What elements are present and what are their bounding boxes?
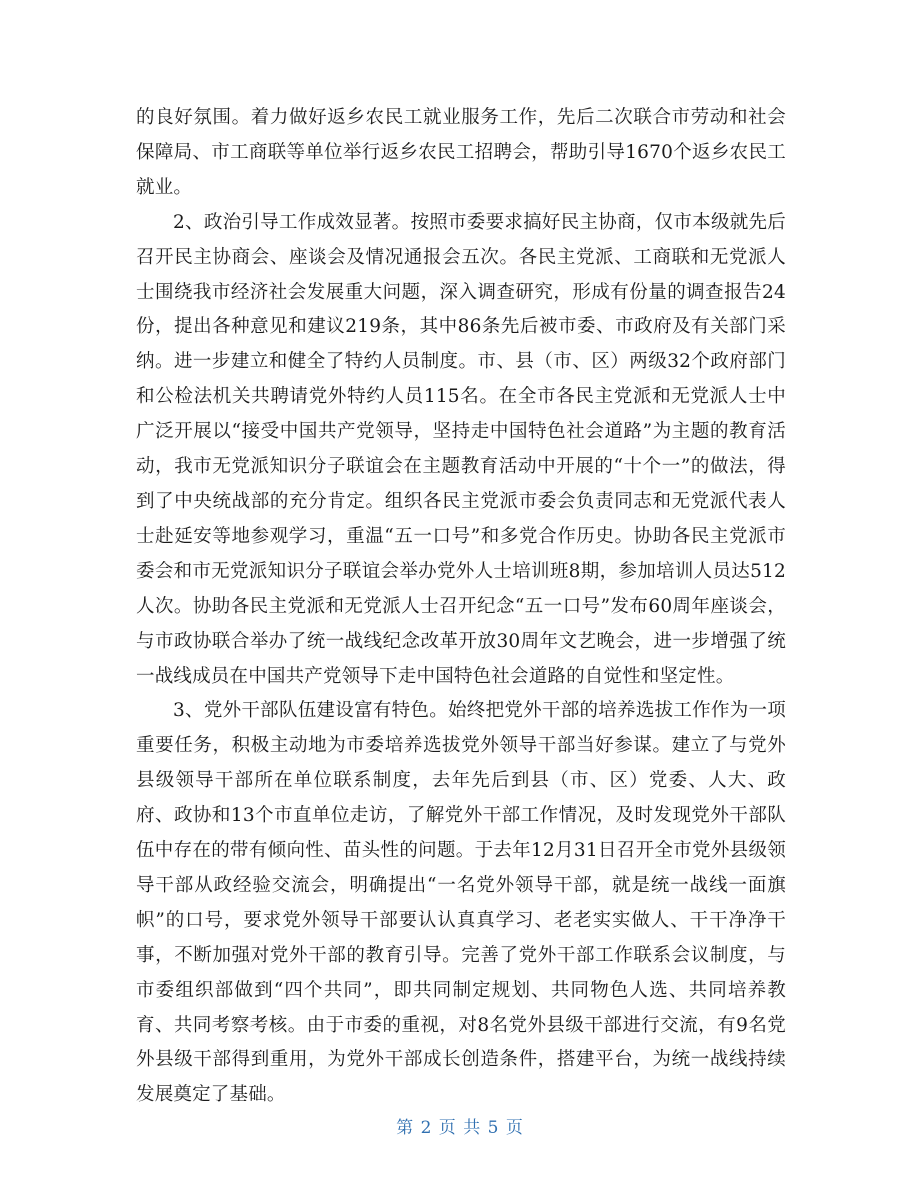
- page-number-footer: 第 2 页 共 5 页: [396, 1118, 524, 1138]
- document-body: [136, 101, 786, 1113]
- paragraph-political-guidance: 2、政治引导工作成效显著。按照市委要求搞好民主协商，仅市本级就先后召开民主协商会、座谈会及情况通报会五次。各民主党派、工商联和无党派人士围绕我市经济社会发展重大问题，深入调查研究，形成有份量的调查报告24份，提出各种意见和建议219条，其中86条先后被市委、市政府及有关部门采纳。进一步建立和健全了特约人员制度。市、县（市、区）两级32个政府部门和公检法机关共聘请党外特约人员115名。在全市各民主党派和无党派人士中广泛开展以“接受中国共产党领导，坚持走中国特色社会道路”为主题的教育活动，我市无党派知识分子联谊会在主题教育活动中开展的“十个一”的做法，得到了中央统战部的充分肯定。组织各民主党派市委会负责同志和无党派代表人士赴延安等地参观学习，重温“五一口号”和多党合作历史。协助各民主党派市委会和市无党派知识分子联谊会举办党外人士培训班8期，参加培训人员达512人次。协助各民主党派和无党派人士召开纪念“五一口号”发布60周年座谈会，与市政协联合举办了统一战线纪念改革开放30周年文艺晚会，进一步增强了统一战线成员在中国共产党领导下走中国特色社会道路的自觉性和坚定性。: [136, 211, 786, 687]
- paragraph-continued: 的良好氛围。着力做好返乡农民工就业服务工作，先后二次联合市劳动和社会保障局、市工商联等单位举行返乡农民工招聘会，帮助引导1670个返乡农民工就业。: [136, 107, 786, 198]
- paragraph-cadre-building: 3、党外干部队伍建设富有特色。始终把党外干部的培养选拔工作作为一项重要任务，积极主动地为市委培养选拔党外领导干部当好参谋。建立了与党外县级领导干部所在单位联系制度，去年先后到县（市、区）党委、人大、政府、政协和13个市直单位走访，了解党外干部工作情况，及时发现党外干部队伍中存在的带有倾向性、苗头性的问题。于去年12月31日召开全市党外县级领导干部从政经验交流会，明确提出“一名党外领导干部，就是统一战线一面旗帜”的口号，要求党外领导干部要认认真真学习、老老实实做人、干干净净干事，不断加强对党外干部的教育引导。完善了党外干部工作联系会议制度，与市委组织部做到“四个共同”，即共同制定规划、共同物色人选、共同培养教育、共同考察考核。由于市委的重视，对8名党外县级干部进行交流，有9名党外县级干部得到重用，为党外干部成长创造条件，搭建平台，为统一战线持续发展奠定了基础。: [136, 700, 786, 1106]
